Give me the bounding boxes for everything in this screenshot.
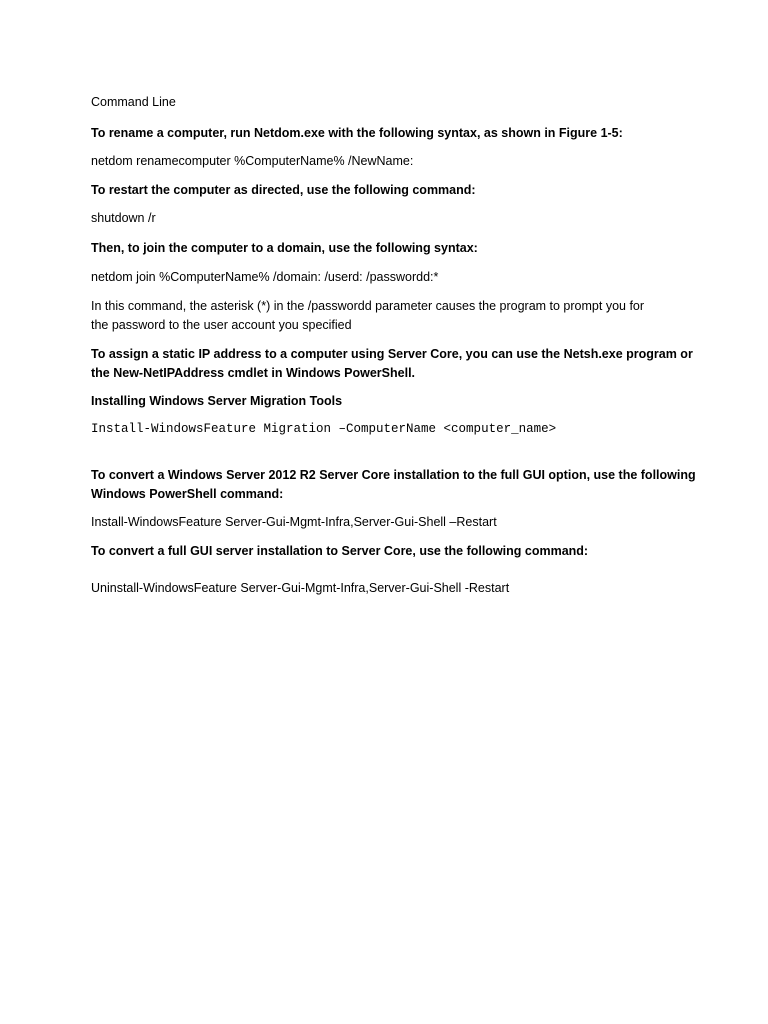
paragraph-convert-to-gui-line1: To convert a Windows Server 2012 R2 Server Core installation to the full GUI option, use the following: [91, 468, 696, 482]
paragraph-convert-to-core: To convert a full GUI server installation to Server Core, use the following command:: [91, 544, 589, 558]
paragraph-static-ip-line1: To assign a static IP address to a computer using Server Core, you can use the Netsh.exe program or: [91, 347, 693, 361]
paragraph-migration-tools: Installing Windows Server Migration Tools: [91, 394, 343, 408]
section-heading: Command Line: [91, 95, 176, 109]
command-install-migration: Install-WindowsFeature Migration –ComputerName <computer_name>: [91, 422, 557, 436]
command-netdom-join: netdom join %ComputerName% /domain: /userd: /passwordd:*: [91, 270, 439, 284]
command-uninstall-gui: Uninstall-WindowsFeature Server-Gui-Mgmt-Infra,Server-Gui-Shell -Restart: [91, 581, 510, 595]
paragraph-convert-to-gui-line2: Windows PowerShell command:: [91, 487, 284, 501]
paragraph-asterisk-line1: In this command, the asterisk (*) in the /passwordd parameter causes the program to prompt you for: [91, 299, 645, 313]
paragraph-join-domain: Then, to join the computer to a domain, use the following syntax:: [91, 241, 478, 255]
paragraph-restart: To restart the computer as directed, use the following command:: [91, 183, 476, 197]
paragraph-asterisk-line2: the password to the user account you specified: [91, 318, 352, 332]
paragraph-rename: To rename a computer, run Netdom.exe with the following syntax, as shown in Figure 1-5:: [91, 126, 623, 140]
paragraph-static-ip-line2: the New-NetIPAddress cmdlet in Windows PowerShell.: [91, 366, 416, 380]
command-install-gui: Install-WindowsFeature Server-Gui-Mgmt-Infra,Server-Gui-Shell –Restart: [91, 515, 497, 529]
command-netdom-rename: netdom renamecomputer %ComputerName% /NewName:: [91, 154, 414, 168]
command-shutdown: shutdown /r: [91, 211, 156, 225]
